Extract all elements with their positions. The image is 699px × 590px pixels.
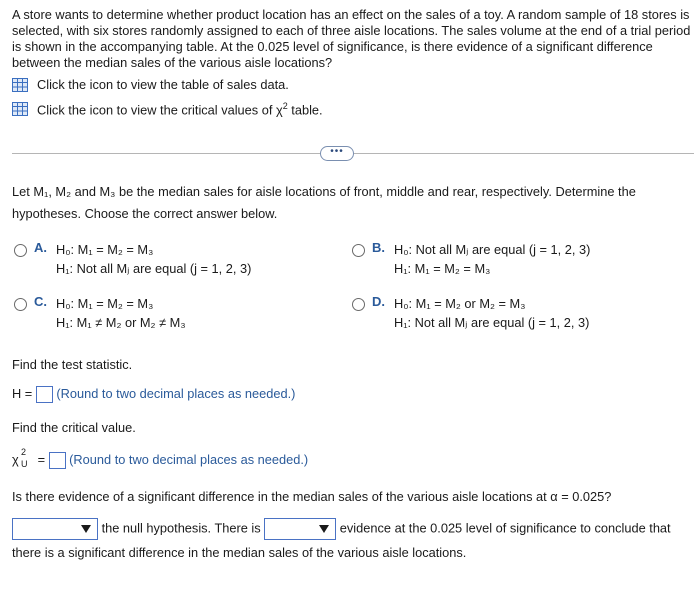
- conclusion-line-2: there is a significant difference in the median sales of the various aisle locations.: [12, 545, 467, 560]
- test-statistic-row: [12, 386, 295, 403]
- option-letter: A.: [34, 240, 47, 255]
- conclusion-text-mid: the null hypothesis. There is: [101, 520, 261, 536]
- option-d[interactable]: [352, 294, 589, 332]
- expand-more-button[interactable]: •••: [320, 146, 354, 161]
- critical-value-prompt: Find the critical value.: [12, 420, 136, 435]
- test-statistic-label: H =: [12, 386, 33, 401]
- conclusion-row: [12, 518, 671, 540]
- critical-link-sup[interactable]: 2: [282, 101, 288, 111]
- option-h0: H₀: M₁ = M₂ = M₃: [56, 296, 154, 311]
- conclusion-text-after: evidence at the 0.025 level of significance to conclude that: [339, 520, 671, 536]
- rounding-hint: (Round to two decimal places as needed.): [56, 386, 296, 401]
- option-h0: H₀: Not all Mⱼ are equal (j = 1, 2, 3): [394, 242, 591, 257]
- critical-value-row: [12, 447, 309, 469]
- option-h1: H₁: M₁ ≠ M₂ or M₂ ≠ M₃: [56, 315, 186, 330]
- chi-square-label: [12, 447, 34, 469]
- sales-table-link-text[interactable]: Click the icon to view the table of sales data.: [37, 77, 289, 92]
- test-statistic-input[interactable]: [36, 386, 53, 403]
- option-letter: B.: [372, 240, 385, 255]
- radio-button[interactable]: [352, 298, 365, 311]
- option-letter: C.: [34, 294, 47, 309]
- question-line-1: Let M₁, M₂ and M₃ be the median sales for aisle locations of front, middle and rear, respectively. Determine the: [12, 184, 636, 199]
- chi-symbol: χ: [12, 452, 19, 467]
- rounding-hint: (Round to two decimal places as needed.): [69, 452, 309, 467]
- conclusion-question: Is there evidence of a significant difference in the median sales of the various aisle locations at α = 0.025?: [12, 489, 612, 504]
- chevron-down-icon[interactable]: [319, 525, 329, 533]
- radio-button[interactable]: [14, 244, 27, 257]
- critical-link-suffix[interactable]: table.: [287, 102, 323, 118]
- option-c[interactable]: [14, 294, 186, 332]
- radio-button[interactable]: [352, 244, 365, 257]
- chi-equals: =: [37, 452, 46, 467]
- evidence-dropdown[interactable]: [264, 518, 336, 540]
- option-h1: H₁: M₁ = M₂ = M₃: [394, 261, 491, 276]
- critical-values-link[interactable]: [12, 101, 323, 117]
- decision-dropdown[interactable]: [12, 518, 98, 540]
- chevron-down-icon[interactable]: [81, 525, 91, 533]
- option-b[interactable]: [352, 240, 590, 278]
- problem-statement: A store wants to determine whether product location has an effect on the sales of a toy. A random sample of 18 stores is selected, with six stores randomly assigned to each of three aisle locations. The sales volume at the end of a trial period is shown in the accompanying table. At the 0.025 level of significance, is there evidence of a significant difference between the median sales of the various aisle locations?: [12, 7, 691, 70]
- option-h0: H₀: M₁ = M₂ or M₂ = M₃: [394, 296, 526, 311]
- option-h1: H₁: Not all Mⱼ are equal (j = 1, 2, 3): [56, 261, 252, 276]
- option-h0: H₀: M₁ = M₂ = M₃: [56, 242, 154, 257]
- critical-link-prefix[interactable]: Click the icon to view the critical values of χ: [37, 102, 283, 118]
- option-letter: D.: [372, 294, 385, 309]
- chi-sup: 2: [21, 447, 27, 457]
- test-statistic-prompt: Find the test statistic.: [12, 357, 133, 372]
- table-grid-icon[interactable]: [12, 102, 28, 116]
- option-a[interactable]: [14, 240, 251, 278]
- hypotheses-question: [12, 181, 682, 225]
- critical-value-input[interactable]: [49, 452, 66, 469]
- option-h1: H₁: Not all Mⱼ are equal (j = 1, 2, 3): [394, 315, 590, 330]
- question-line-2: hypotheses. Choose the correct answer below.: [12, 206, 278, 221]
- chi-sub: U: [21, 459, 28, 469]
- radio-button[interactable]: [14, 298, 27, 311]
- table-grid-icon[interactable]: [12, 78, 28, 92]
- sales-table-link[interactable]: [12, 77, 289, 92]
- critical-values-link-text[interactable]: [37, 101, 323, 117]
